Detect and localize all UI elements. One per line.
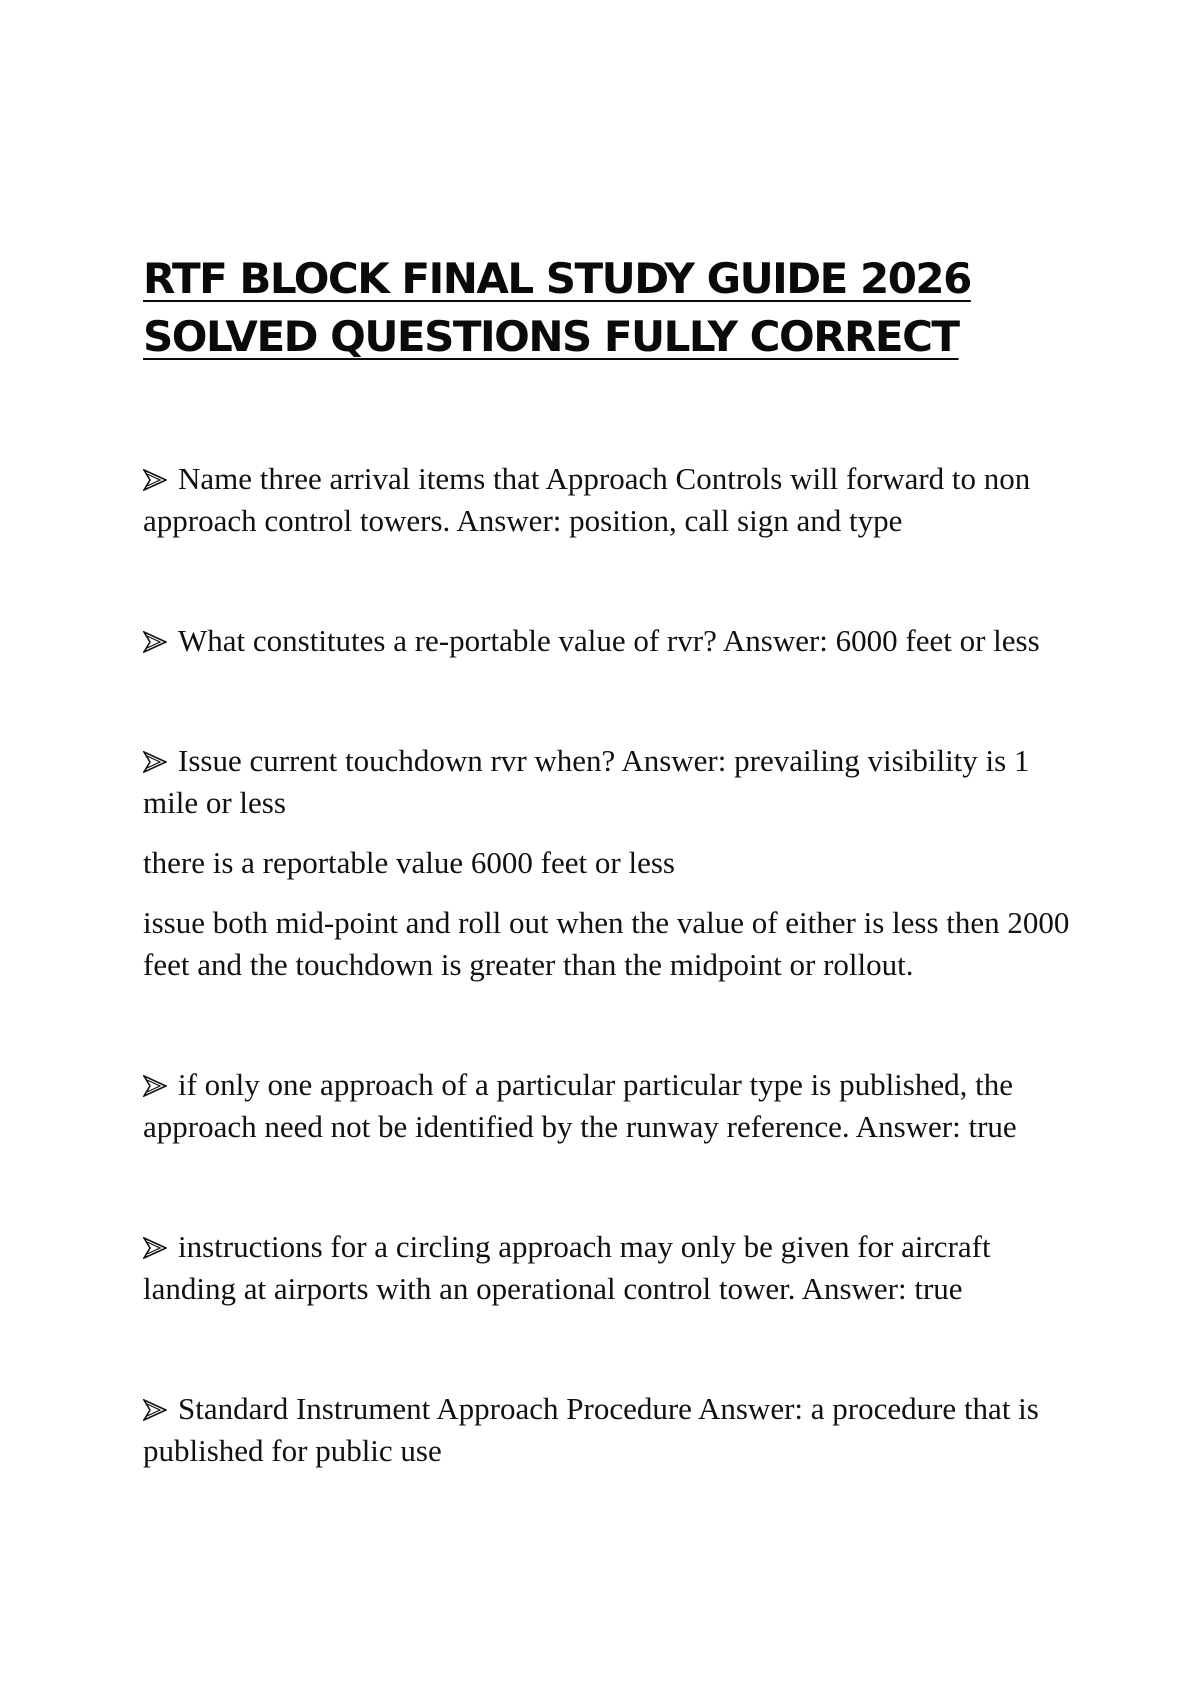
- question-item: [143, 1388, 1083, 1472]
- question-text: [143, 458, 1083, 542]
- arrowhead-bullet-icon: [143, 1075, 167, 1097]
- question-text-content: Issue current touchdown rvr when? Answer: prevailing visibility is 1 mile or less: [143, 743, 1030, 820]
- document-title: [143, 250, 1103, 366]
- question-text-content: Name three arrival items that Approach Controls will forward to non approach control towers. Answer: position, call sign and type: [143, 461, 1031, 538]
- question-text: [143, 1226, 1083, 1310]
- question-item: [143, 458, 1083, 542]
- question-text: [143, 1064, 1083, 1148]
- question-text-content: instructions for a circling approach may only be given for aircraft landing at airports with an operational control tower. Answer: true: [143, 1229, 991, 1306]
- question-text: [143, 1388, 1083, 1472]
- question-item: [143, 1226, 1083, 1310]
- arrowhead-bullet-icon: [143, 1399, 167, 1421]
- title-line-2: SOLVED QUESTIONS FULLY CORRECT: [143, 312, 959, 361]
- question-item: [143, 620, 1083, 662]
- arrowhead-bullet-icon: [143, 751, 167, 773]
- question-text-content: What constitutes a re-portable value of rvr? Answer: 6000 feet or less: [178, 623, 1040, 658]
- answer-continuation: there is a reportable value 6000 feet or less: [143, 845, 675, 880]
- question-text-content: if only one approach of a particular particular type is published, the approach need not be identified by the runway reference. Answer: true: [143, 1067, 1017, 1144]
- arrowhead-bullet-icon: [143, 631, 167, 653]
- question-list: [143, 458, 1083, 1472]
- question-item: [143, 740, 1083, 986]
- arrowhead-bullet-icon: [143, 1237, 167, 1259]
- answer-continuation: issue both mid-point and roll out when the value of either is less then 2000 feet and the touchdown is greater than the midpoint or rollout.: [143, 905, 1070, 982]
- arrowhead-bullet-icon: [143, 469, 167, 491]
- question-text: [143, 740, 1083, 824]
- question-text-content: Standard Instrument Approach Procedure Answer: a procedure that is published for public use: [143, 1391, 1039, 1468]
- title-line-1: RTF BLOCK FINAL STUDY GUIDE 2026: [143, 254, 971, 303]
- question-item: [143, 1064, 1083, 1148]
- question-text: [143, 620, 1083, 662]
